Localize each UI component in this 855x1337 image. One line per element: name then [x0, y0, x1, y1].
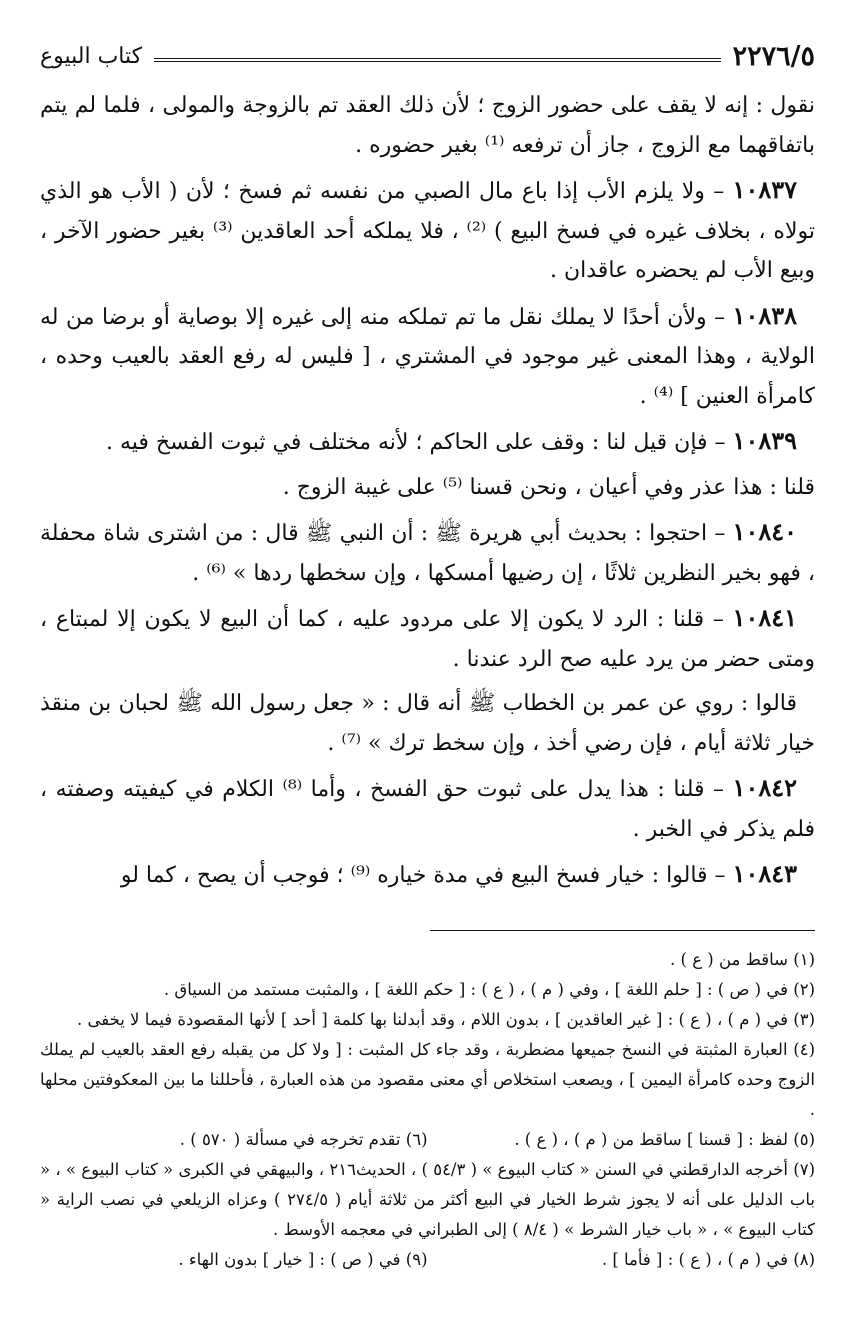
issue-number: ١٠٨٣٧	[732, 175, 797, 204]
page-header	[40, 34, 815, 78]
numbered-paragraph	[40, 768, 815, 849]
footnote: (١) ساقط من ( ع ) .	[670, 949, 815, 969]
running-title: كتاب البيوع	[40, 43, 143, 69]
numbered-paragraph	[40, 296, 815, 417]
numbered-paragraph	[40, 170, 815, 291]
footnote: (٥) لفظ : [ قسنا ] ساقط من ( م ) ، ( ع ) .	[514, 1129, 815, 1149]
footnote-row	[40, 1245, 815, 1275]
issue-number: ١٠٨٤١	[732, 603, 797, 632]
footnote: (٤) العبارة المثبتة في النسخ جميعها مضطربة ، وقد جاء كل المثبت : [ ولا كل من يقبله رفع العقد بالعيب لم يملك الزوج وحده كامرأة اليمين ] ، ويصعب استخلاص أي معنى مقصود من هذه العبارة ، فأحللنا ما بين المعكوفتين محلها .	[40, 1039, 815, 1119]
paragraph: قالوا : روي عن عمر بن الخطاب ﷺ أنه قال : « جعل رسول الله ﷺ لحبان بن منقذ خيار ثلاثة أيام ، فإن رضي أخذ ، وإن سخط ترك » ⁽⁷⁾ .	[40, 691, 815, 756]
numbered-paragraph	[40, 598, 815, 679]
footnote: (٧) أخرجه الدارقطني في السنن « كتاب البيوع » ( ٥٤/٣ ) ، الحديث٢١٦ ، والبيهقي في الكبرى « كتاب البيوع » ، « باب الدليل على أنه لا يجوز شرط الخيار في البيع أكثر من ثلاثة أيام ( ٢٧٤/٥ ) وعزاه الزيلعي في نصب الراية « كتاب البيوع » ، « باب خيار الشرط » ( ٨/٤ ) إلى الطبراني في معجمه الأوسط .	[40, 1159, 816, 1239]
footnote-row	[40, 1125, 815, 1155]
paragraph-text: – ولأن أحدًا لا يملك نقل ما تم تملكه منه إلى غيره إلا بوصاية أو برضا من له الولاية ، وهذا المعنى غير موجود في المشتري ، [ فليس له رفع العقد بالعيب وحده ، كامرأة العنين ] ⁽⁴⁾ .	[40, 304, 815, 409]
issue-number: ١٠٨٣٨	[732, 300, 797, 330]
footnotes	[40, 945, 815, 1275]
issue-number: ١٠٨٣٩	[732, 426, 797, 455]
paragraph-text: – قلنا : الرد لا يكون إلا على مردود عليه ، كما أن البيع لا يكون إلا لمبتاع ، ومتى حضر من يرد عليه صح الرد عندنا .	[40, 607, 815, 672]
paragraph: نقول : إنه لا يقف على حضور الزوج ؛ لأن ذلك العقد تم بالزوجة والمولى ، فلما لم يتم باتفاقهما مع الزوج ، جاز أن ترفعه ⁽¹⁾ بغير حضوره .	[40, 93, 815, 158]
main-text	[40, 86, 815, 896]
numbered-paragraph	[40, 421, 815, 463]
footnote: (٩) في ( ص ) : [ خيار ] بدون الهاء .	[178, 1249, 428, 1269]
issue-number: ١٠٨٤٣	[732, 859, 797, 888]
paragraph-text: – ولا يلزم الأب إذا باع مال الصبي من نفسه ثم فسخ ؛ لأن ( الأب هو الذي تولاه ، بخلاف غيره في فسخ البيع ) ⁽²⁾ ، فلا يملكه أحد العاقدين ⁽³⁾ بغير حضور الآخر ، وبيع الأب لم يحضره عاقدان .	[40, 179, 815, 283]
footnote: (٨) في ( م ) ، ( ع ) : [ فأما ] .	[601, 1249, 815, 1269]
issue-number: ١٠٨٤٠	[732, 517, 797, 546]
numbered-paragraph	[40, 512, 815, 593]
paragraph-text: – قالوا : خيار فسخ البيع في مدة خياره ⁽⁹⁾ ؛ فوجب أن يصح ، كما لو	[120, 863, 733, 888]
paragraph-text: – احتجوا : بحديث أبي هريرة ﷺ : أن النبي ﷺ قال : من اشترى شاة محفلة ، فهو بخير النظرين ثلاثًا ، إن رضيها أمسكها ، وإن سخطها ردها » ⁽⁶⁾ .	[40, 521, 815, 586]
header-rule	[154, 58, 721, 62]
numbered-paragraph	[40, 854, 815, 896]
paragraph: قلنا : هذا عذر وفي أعيان ، ونحن قسنا ⁽⁵⁾ على غيبة الزوج .	[282, 474, 815, 500]
paragraph-text: – فإن قيل لنا : وقف على الحاكم ؛ لأنه مختلف في ثبوت الفسخ فيه .	[105, 430, 733, 455]
page-number: ٢٢٧٦/٥	[732, 40, 815, 72]
footnote: (٢) في ( ص ) : [ حلم اللغة ] ، وفي ( م ) ، ( ع ) : [ حكم اللغة ] ، والمثبت مستمد من السياق .	[163, 979, 815, 999]
footnote-separator	[430, 930, 815, 931]
paragraph-text: – قلنا : هذا يدل على ثبوت حق الفسخ ، وأما ⁽⁸⁾ الكلام في كيفيته وصفته ، فلم يذكر في الخبر .	[40, 777, 815, 842]
footnote: (٣) في ( م ) ، ( ع ) : [ غير العاقدين ] ، بدون اللام ، وقد أبدلنا بها كلمة [ أحد ] لأنها المقصودة فيما لا يخفى .	[76, 1009, 815, 1029]
footnote: (٦) تقدم تخرجه في مسألة ( ٥٧٠ ) .	[179, 1129, 428, 1149]
issue-number: ١٠٨٤٢	[732, 773, 797, 802]
